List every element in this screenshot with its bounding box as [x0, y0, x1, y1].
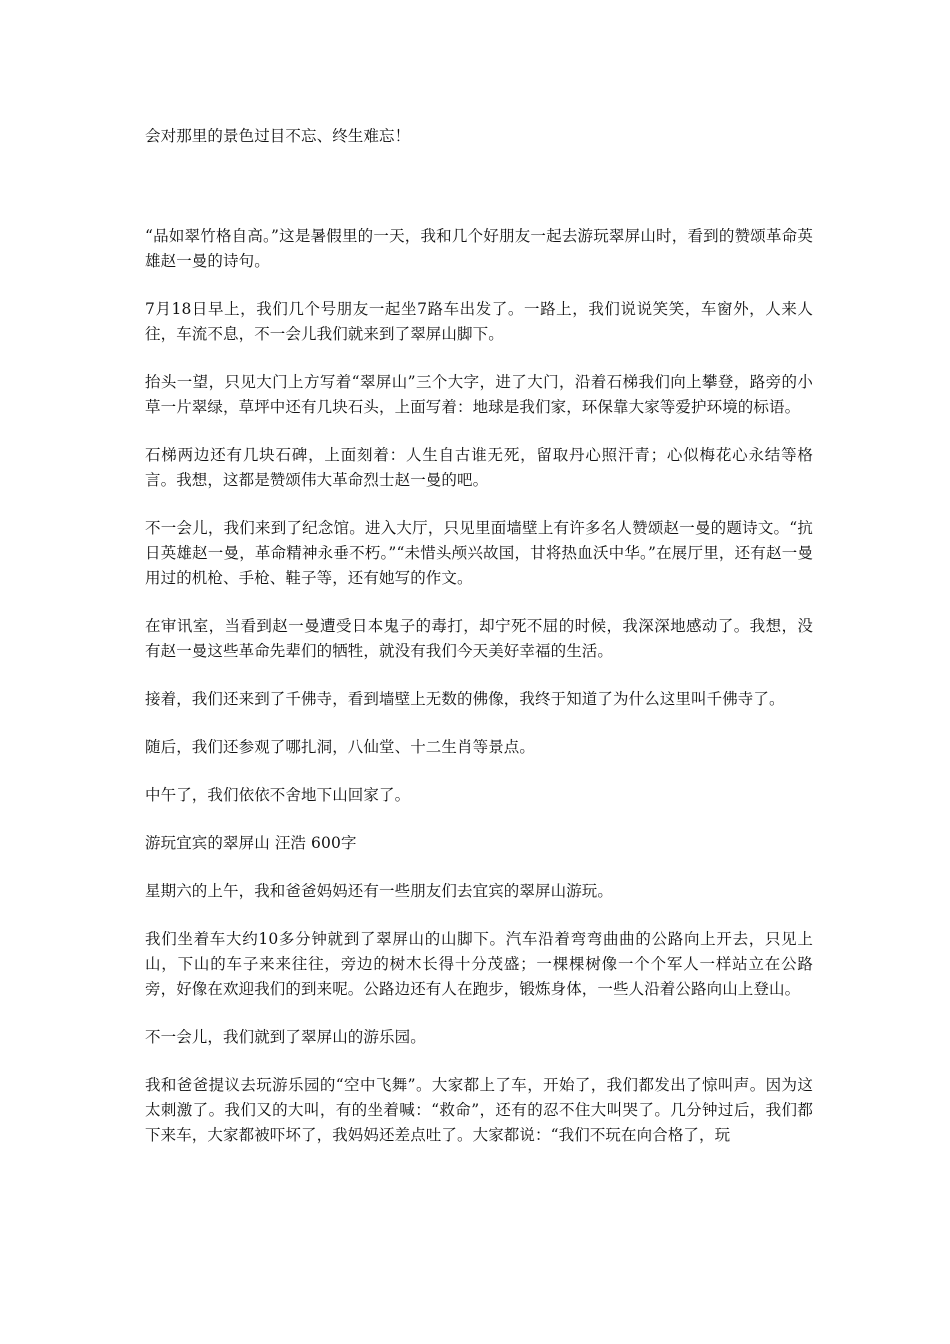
paragraph: 我和爸爸提议去玩游乐园的“空中飞舞”。大家都上了车，开始了，我们都发出了惊叫声。因为这太刺激了。我们又的大叫，有的坐着喊：“救命”，还有的忍不住大叫哭了。几分钟过后，我们都下来车，大家都被吓坏了，我妈妈还差点吐了。大家都说：“我们不玩在向合格了，玩	[145, 1076, 813, 1144]
paragraph: 会对那里的景色过目不忘、终生难忘！	[145, 127, 411, 145]
paragraph-spacer	[145, 347, 813, 370]
paragraph: 7月18日早上，我们几个号朋友一起坐7路车出发了。一路上，我们说说笑笑，车窗外，人来人往，车流不息，不一会儿我们就来到了翠屏山脚下。	[145, 300, 813, 343]
paragraph-spacer	[145, 420, 813, 443]
paragraph-spacer	[145, 712, 813, 735]
paragraph: 不一会儿，我们就到了翠屏山的游乐园。	[145, 1028, 426, 1046]
paragraph: 我们坐着车大约10多分钟就到了翠屏山的山脚下。汽车沿着弯弯曲曲的公路向上开去，只见上山，下山的车子来来往往，旁边的树木长得十分茂盛；一棵棵树像一个个军人一样站立在公路旁，好像在欢迎我们的到来呢。公路边还有人在跑步，锻炼身体，一些人沿着公路向山上登山。	[145, 930, 813, 998]
paragraph-spacer	[145, 1002, 813, 1025]
paragraph-spacer	[145, 591, 813, 614]
paragraph: 随后，我们还参观了哪扎洞，八仙堂、十二生肖等景点。	[145, 738, 536, 756]
paragraph-spacer	[145, 856, 813, 879]
paragraph: “品如翠竹格自高。”这是暑假里的一天，我和几个好朋友一起去游玩翠屏山时，看到的赞颂革命英雄赵一曼的诗句。	[145, 227, 813, 270]
paragraph: 中午了，我们依依不舍地下山回家了。	[145, 786, 411, 804]
paragraph-spacer	[145, 808, 813, 831]
paragraph: 抬头一望，只见大门上方写着“翠屏山”三个大字，进了大门，沿着石梯我们向上攀登，路旁的小草一片翠绿，草坪中还有几块石头，上面写着：地球是我们家，环保靠大家等爱护环境的标语。	[145, 373, 813, 416]
paragraph-spacer	[145, 664, 813, 687]
paragraph-spacer	[145, 274, 813, 297]
paragraph: 不一会儿，我们来到了纪念馆。进入大厅，只见里面墙壁上有许多名人赞颂赵一曼的题诗文。“抗日英雄赵一曼，革命精神永垂不朽。”“未惜头颅兴故国，甘将热血沃中华。”在展厅里，还有赵一曼用过的机枪、手枪、鞋子等，还有她写的作文。	[145, 519, 813, 587]
paragraph-spacer	[145, 493, 813, 516]
paragraph: 接着，我们还来到了千佛寺，看到墙壁上无数的佛像，我终于知道了为什么这里叫千佛寺了。	[145, 690, 785, 708]
paragraph-spacer	[145, 149, 813, 224]
paragraph: 星期六的上午，我和爸爸妈妈还有一些朋友们去宜宾的翠屏山游玩。	[145, 882, 614, 900]
paragraph: 石梯两边还有几块石碑，上面刻着：人生自古谁无死，留取丹心照汗青；心似梅花心永结等格言。我想，这都是赞颂伟大革命烈士赵一曼的吧。	[145, 446, 813, 489]
paragraph-spacer	[145, 904, 813, 927]
paragraph-spacer	[145, 1050, 813, 1073]
section-title: 游玩宜宾的翠屏山 汪浩 600字	[145, 834, 357, 852]
document-body	[145, 124, 813, 1148]
paragraph: 在审讯室，当看到赵一曼遭受日本鬼子的毒打，却宁死不屈的时候，我深深地感动了。我想，没有赵一曼这些革命先辈们的牺牲，就没有我们今天美好幸福的生活。	[145, 617, 813, 660]
paragraph-spacer	[145, 760, 813, 783]
